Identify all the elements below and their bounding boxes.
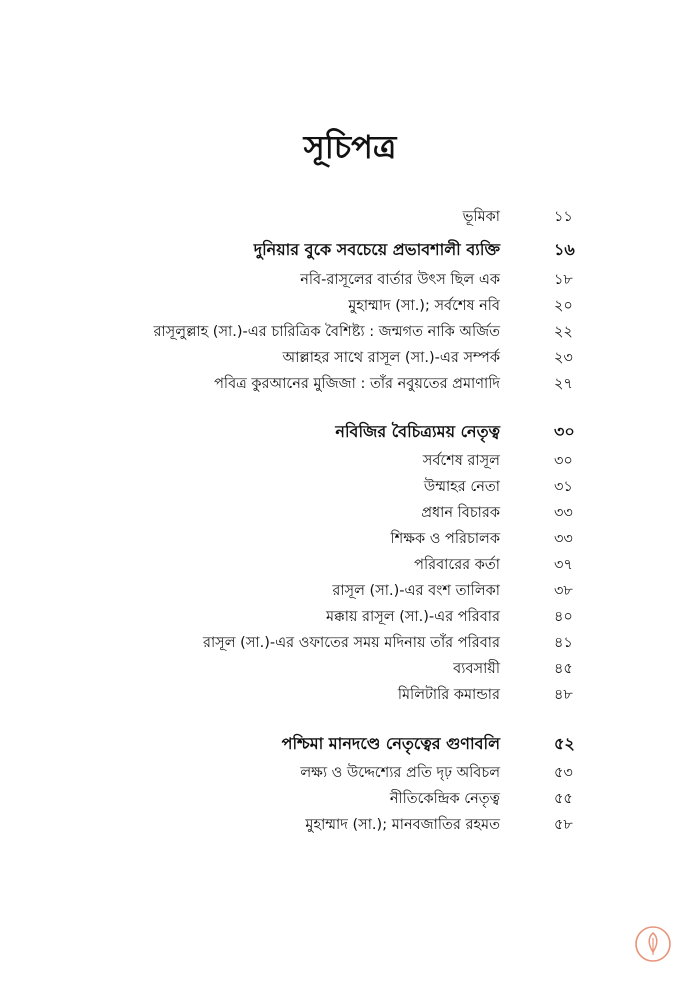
toc-entry-page: ১১ (554, 209, 573, 225)
toc-entry (0, 294, 700, 318)
toc-entry-label: আল্লাহর সাথে রাসূল (সা.)-এর সম্পর্ক (282, 350, 500, 366)
toc-entry (0, 657, 700, 681)
toc-heading-label: দুনিয়ার বুকে সবচেয়ে প্রভাবশালী ব্যক্তি (253, 240, 500, 259)
toc-entry-page: ৫৩ (554, 765, 573, 781)
toc-entry (0, 787, 700, 811)
toc-entry-page: ২০ (554, 298, 573, 314)
toc-entry-page: ৩৩ (554, 505, 573, 521)
toc-entry (0, 631, 700, 655)
toc-entry (0, 683, 700, 707)
toc-entry-page: ৪৫ (554, 661, 573, 677)
toc-entry (0, 320, 700, 344)
toc-entry (0, 372, 700, 396)
toc-heading-label: পশ্চিমা মানদণ্ডে নেতৃত্বের গুণাবলি (281, 734, 500, 753)
toc-entry-label: রাসূলুল্লাহ (সা.)-এর চারিত্রিক বৈশিষ্ট্য : জন্মগত নাকি অর্জিত (153, 324, 500, 340)
toc-entry-label: মক্কায় রাসূল (সা.)-এর পরিবার (325, 609, 500, 625)
toc-entry (0, 346, 700, 370)
toc-entry-label: শিক্ষক ও পরিচালক (390, 531, 500, 547)
toc-entry-label: পবিত্র কুরআনের মুজিজা : তাঁর নবুয়তের প্রমাণাদি (214, 376, 500, 392)
toc-entry-page: ৩১ (554, 479, 573, 495)
toc-entry (0, 553, 700, 577)
toc-entry-label: সর্বশেষ রাসূল (422, 453, 500, 469)
toc-entry-label: ভূমিকা (462, 209, 500, 225)
toc-entry (0, 761, 700, 785)
toc-heading-page: ৩০ (554, 422, 575, 441)
toc-entry-page: ৩০ (554, 453, 573, 469)
toc-entry-page: ৪১ (554, 635, 573, 651)
toc-entry-page: ৫৮ (554, 817, 573, 833)
toc-entry-label: নবি-রাসূলের বার্তার উৎস ছিল এক (300, 272, 500, 288)
toc-entry-page: ২৩ (554, 350, 573, 366)
toc-entry (0, 813, 700, 837)
toc-entry-page: ৩৩ (554, 531, 573, 547)
toc-entry (0, 527, 700, 551)
toc-section-heading (0, 420, 700, 444)
toc-entry-page: ৪০ (554, 609, 573, 625)
toc-entry-label: উম্মাহর নেতা (423, 479, 500, 495)
toc-section-heading (0, 238, 700, 262)
toc-heading-page: ১৬ (554, 240, 575, 259)
toc-entry (0, 449, 700, 473)
toc-entry-page: ৪৮ (554, 687, 573, 703)
toc-entry-label: প্রধান বিচারক (421, 505, 500, 521)
toc-entry (0, 205, 700, 229)
toc-entry (0, 579, 700, 603)
toc-entry-label: মুহাম্মাদ (সা.); সর্বশেষ নবি (348, 298, 500, 314)
toc-entry (0, 475, 700, 499)
toc-entry-label: পরিবারের কর্তা (414, 557, 500, 573)
toc-entry-page: ৩৮ (554, 583, 573, 599)
quill-logo-icon (633, 924, 673, 964)
toc-entry-label: মিলিটারি কমান্ডার (397, 687, 500, 703)
toc-entry-label: লক্ষ্য ও উদ্দেশ্যের প্রতি দৃঢ় অবিচল (300, 765, 500, 781)
page-title: সূচিপত্র (303, 128, 397, 166)
toc-entry-page: ২২ (554, 324, 573, 340)
toc-heading-label: নবিজির বৈচিত্র্যময় নেতৃত্ব (335, 422, 500, 441)
toc-entry (0, 268, 700, 292)
toc-entry-label: নীতিকেন্দ্রিক নেতৃত্ব (389, 791, 500, 807)
toc-section-heading (0, 732, 700, 756)
toc-entry (0, 501, 700, 525)
toc-entry-label: রাসূল (সা.)-এর বংশ তালিকা (332, 583, 500, 599)
toc-entry-label: ব্যবসায়ী (453, 661, 500, 677)
toc-entry-page: ৩৭ (554, 557, 573, 573)
toc-entry-page: ৫৫ (554, 791, 573, 807)
toc-entry-label: রাসূল (সা.)-এর ওফাতের সময় মদিনায় তাঁর পরিবার (203, 635, 500, 651)
toc-entry-label: মুহাম্মাদ (সা.); মানবজাতির রহমত (305, 817, 500, 833)
toc-entry-page: ১৮ (554, 272, 573, 288)
toc-entry (0, 605, 700, 629)
toc-heading-page: ৫২ (554, 734, 575, 753)
toc-entry-page: ২৭ (554, 376, 573, 392)
